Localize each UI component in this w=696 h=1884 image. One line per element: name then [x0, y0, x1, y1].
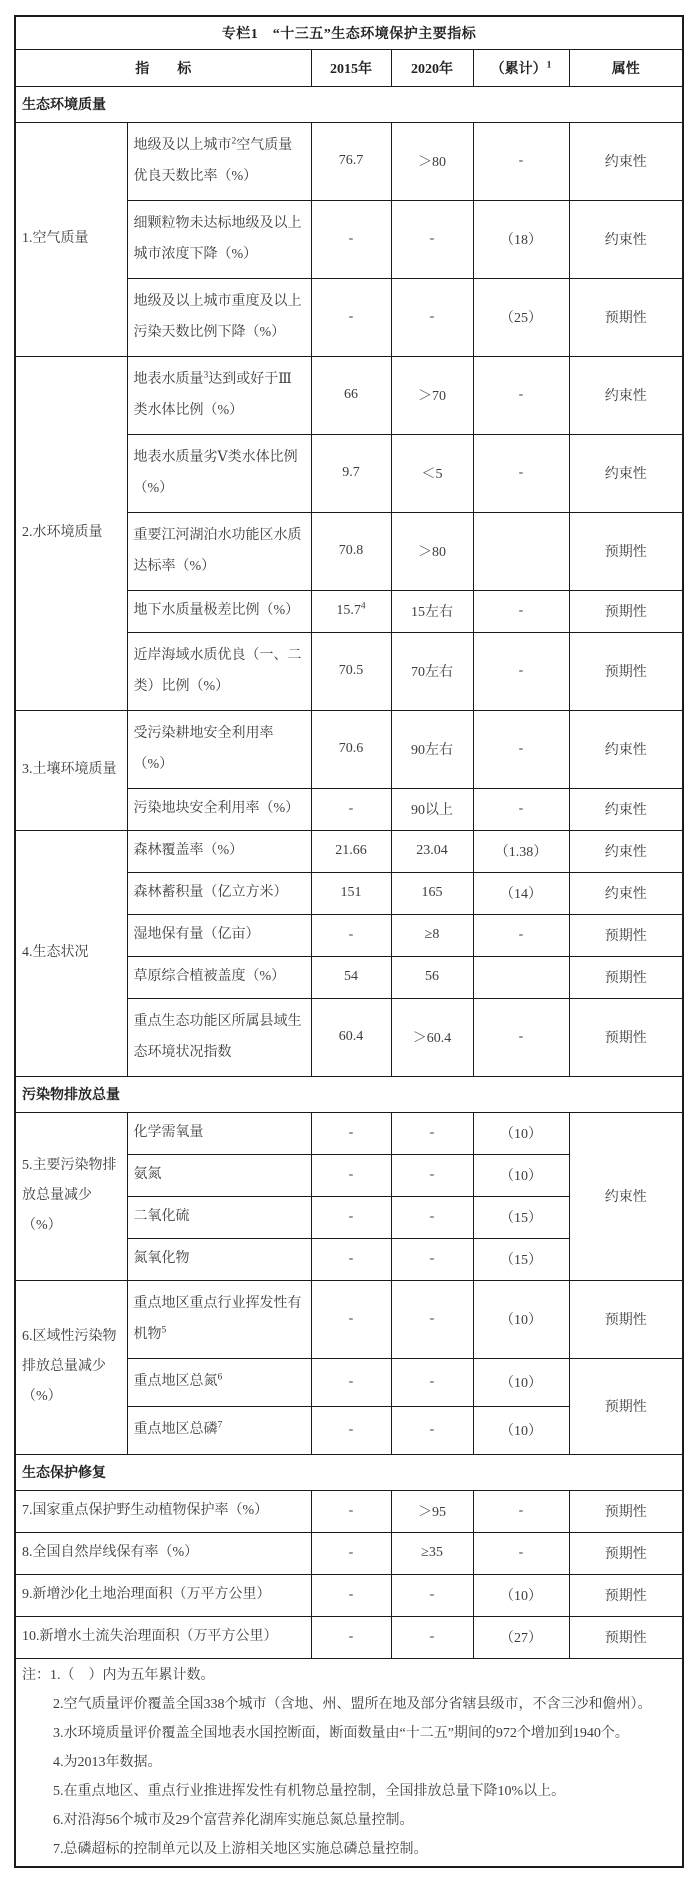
- group-water-quality: 2.水环境质量: [15, 356, 127, 710]
- eco1-2020: 23.04: [391, 830, 473, 872]
- water1-2020: ＞70: [391, 356, 473, 434]
- water4-2020: 15左右: [391, 590, 473, 632]
- r8-2020: ≥35: [391, 1532, 473, 1574]
- eco3-cumulative: -: [473, 914, 569, 956]
- pol1-2015: -: [311, 1112, 391, 1154]
- eco2-2015: 151: [311, 872, 391, 914]
- soil2-2020: 90以上: [391, 788, 473, 830]
- reg1-sup: 5: [161, 1325, 167, 1336]
- reg1-2020: -: [391, 1280, 473, 1358]
- air1-2015: 76.7: [311, 122, 391, 200]
- water5-2020: 70左右: [391, 632, 473, 710]
- air2-2020: -: [391, 200, 473, 278]
- header-cumulative-sup: 1: [546, 59, 552, 70]
- section-eco-protection-restoration: 生态保护修复: [15, 1454, 683, 1490]
- eco2-cumulative: （14）: [473, 872, 569, 914]
- r9-attribute: 预期性: [569, 1574, 683, 1616]
- pol1-indicator: 化学需氧量: [127, 1112, 311, 1154]
- soil2-indicator: 污染地块安全利用率（%）: [127, 788, 311, 830]
- water5-cumulative: -: [473, 632, 569, 710]
- eco3-2015: -: [311, 914, 391, 956]
- reg3-2015: -: [311, 1406, 391, 1454]
- water1-sup: 3: [203, 369, 209, 380]
- r9-2020: -: [391, 1574, 473, 1616]
- r8-indicator: 8.全国自然岸线保有率（%）: [15, 1532, 311, 1574]
- eco2-2020: 165: [391, 872, 473, 914]
- water2-2015: 9.7: [311, 434, 391, 512]
- soil1-cumulative: -: [473, 710, 569, 788]
- water3-cumulative: [473, 512, 569, 590]
- eco3-attribute: 预期性: [569, 914, 683, 956]
- group-major-pollutants: 5.主要污染物排放总量减少（%）: [15, 1112, 127, 1280]
- reg3-indicator: [127, 1406, 311, 1454]
- note-4: 4.为2013年数据。: [53, 1754, 162, 1770]
- eco5-indicator: 重点生态功能区所属县域生态环境状况指数: [127, 998, 311, 1076]
- group-regional-pollutants: 6.区域性污染物排放总量减少（%）: [15, 1280, 127, 1454]
- eco1-cumulative: （1.38）: [473, 830, 569, 872]
- water4-2015: [311, 590, 391, 632]
- eco4-indicator: 草原综合植被盖度（%）: [127, 956, 311, 998]
- eco4-2020: 56: [391, 956, 473, 998]
- eco4-attribute: 预期性: [569, 956, 683, 998]
- r9-cumulative: （10）: [473, 1574, 569, 1616]
- reg3-2020: -: [391, 1406, 473, 1454]
- air1-attribute: 约束性: [569, 122, 683, 200]
- soil1-2020: 90左右: [391, 710, 473, 788]
- header-indicator: 指 标: [15, 49, 311, 86]
- soil1-indicator: 受污染耕地安全利用率（%）: [127, 710, 311, 788]
- water1-2015: 66: [311, 356, 391, 434]
- group-soil-quality: 3.土壤环境质量: [15, 710, 127, 830]
- r8-2015: -: [311, 1532, 391, 1574]
- water2-attribute: 约束性: [569, 434, 683, 512]
- eco5-attribute: 预期性: [569, 998, 683, 1076]
- water1-attribute: 约束性: [569, 356, 683, 434]
- group-eco-status: 4.生态状况: [15, 830, 127, 1076]
- pol4-indicator: 氮氧化物: [127, 1238, 311, 1280]
- indicators-table: [14, 15, 684, 1868]
- reg1-attribute: 预期性: [569, 1280, 683, 1358]
- eco5-2020: ＞60.4: [391, 998, 473, 1076]
- header-2015: 2015年: [311, 49, 391, 86]
- section-pollutant-emissions: 污染物排放总量: [15, 1076, 683, 1112]
- reg1-cumulative: （10）: [473, 1280, 569, 1358]
- r7-2020: ＞95: [391, 1490, 473, 1532]
- air3-2015: -: [311, 278, 391, 356]
- eco5-2015: 60.4: [311, 998, 391, 1076]
- note-5: 5.在重点地区、重点行业推进挥发性有机物总量控制，全国排放总量下降10%以上。: [53, 1783, 566, 1799]
- air1-cumulative: -: [473, 122, 569, 200]
- reg2-2015: -: [311, 1358, 391, 1406]
- water2-2020: ＜5: [391, 434, 473, 512]
- reg1-indicator: [127, 1280, 311, 1358]
- r10-indicator: 10.新增水土流失治理面积（万平方公里）: [15, 1616, 311, 1658]
- air2-attribute: 约束性: [569, 200, 683, 278]
- pol2-cumulative: （10）: [473, 1154, 569, 1196]
- header-2020: 2020年: [391, 49, 473, 86]
- eco4-2015: 54: [311, 956, 391, 998]
- pol3-cumulative: （15）: [473, 1196, 569, 1238]
- air1-label: 地级及以上城市: [133, 137, 232, 153]
- pollutants-attribute: 约束性: [569, 1112, 683, 1280]
- group-air-quality: 1.空气质量: [15, 122, 127, 356]
- water4-2015-value: 15.7: [336, 603, 361, 618]
- r10-2015: -: [311, 1616, 391, 1658]
- eco1-attribute: 约束性: [569, 830, 683, 872]
- air1-label2: 空气质量优良天数比率（%）: [133, 137, 293, 184]
- pol2-indicator: 氨氮: [127, 1154, 311, 1196]
- water2-indicator: 地表水质量劣Ⅴ类水体比例（%）: [127, 434, 311, 512]
- pol3-2015: -: [311, 1196, 391, 1238]
- r9-indicator: 9.新增沙化土地治理面积（万平方公里）: [15, 1574, 311, 1616]
- pol3-indicator: 二氧化硫: [127, 1196, 311, 1238]
- water1-label2: 达到或好于Ⅲ类水体比例（%）: [133, 371, 292, 418]
- air3-attribute: 预期性: [569, 278, 683, 356]
- reg3-sup: 7: [217, 1420, 223, 1431]
- air2-cumulative: （18）: [473, 200, 569, 278]
- r8-cumulative: -: [473, 1532, 569, 1574]
- pol3-2020: -: [391, 1196, 473, 1238]
- reg2-sup: 6: [217, 1372, 223, 1383]
- eco1-indicator: 森林覆盖率（%）: [127, 830, 311, 872]
- water3-2015: 70.8: [311, 512, 391, 590]
- air2-indicator: 细颗粒物未达标地级及以上城市浓度下降（%）: [127, 200, 311, 278]
- r7-cumulative: -: [473, 1490, 569, 1532]
- water4-2015-sup: 4: [360, 601, 366, 612]
- eco2-indicator: 森林蓄积量（亿立方米）: [127, 872, 311, 914]
- water3-indicator: 重要江河湖泊水功能区水质达标率（%）: [127, 512, 311, 590]
- eco5-cumulative: -: [473, 998, 569, 1076]
- water4-indicator: 地下水质量极差比例（%）: [127, 590, 311, 632]
- water4-cumulative: -: [473, 590, 569, 632]
- soil2-attribute: 约束性: [569, 788, 683, 830]
- eco3-2020: ≥8: [391, 914, 473, 956]
- water4-attribute: 预期性: [569, 590, 683, 632]
- soil1-2015: 70.6: [311, 710, 391, 788]
- r10-attribute: 预期性: [569, 1616, 683, 1658]
- soil2-2015: -: [311, 788, 391, 830]
- pol1-cumulative: （10）: [473, 1112, 569, 1154]
- air1-sup: 2: [231, 135, 237, 146]
- note-6: 6.对沿海56个城市及29个富营养化湖库实施总氮总量控制。: [53, 1813, 414, 1829]
- note-7: 7.总磷超标的控制单元以及上游相关地区实施总磷总量控制。: [53, 1842, 428, 1858]
- pol2-2015: -: [311, 1154, 391, 1196]
- water5-indicator: 近岸海域水质优良（一、二类）比例（%）: [127, 632, 311, 710]
- water1-indicator: [127, 356, 311, 434]
- reg2-2020: -: [391, 1358, 473, 1406]
- eco2-attribute: 约束性: [569, 872, 683, 914]
- pol4-cumulative: （15）: [473, 1238, 569, 1280]
- eco1-2015: 21.66: [311, 830, 391, 872]
- water3-2020: ＞80: [391, 512, 473, 590]
- water2-cumulative: -: [473, 434, 569, 512]
- reg2-indicator: [127, 1358, 311, 1406]
- soil1-attribute: 约束性: [569, 710, 683, 788]
- air1-indicator: [127, 122, 311, 200]
- air3-cumulative: （25）: [473, 278, 569, 356]
- reg2-cumulative: （10）: [473, 1358, 569, 1406]
- r9-2015: -: [311, 1574, 391, 1616]
- air2-2015: -: [311, 200, 391, 278]
- note-1: 注：1.（ ）内为五年累计数。: [22, 1667, 215, 1683]
- water1-label: 地表水质量: [133, 371, 204, 387]
- notes-cell: [15, 1658, 683, 1867]
- r7-2015: -: [311, 1490, 391, 1532]
- reg2-label: 重点地区总氮: [133, 1374, 218, 1390]
- reg3-cumulative: （10）: [473, 1406, 569, 1454]
- regional-attribute: 预期性: [569, 1358, 683, 1454]
- header-cumulative: [473, 49, 569, 86]
- water1-cumulative: -: [473, 356, 569, 434]
- table-title: 专栏1 “十三五”生态环境保护主要指标: [15, 16, 683, 49]
- pol1-2020: -: [391, 1112, 473, 1154]
- eco3-indicator: 湿地保有量（亿亩）: [127, 914, 311, 956]
- soil2-cumulative: -: [473, 788, 569, 830]
- note-3: 3.水环境质量评价覆盖全国地表水国控断面，断面数量由“十二五”期间的972个增加到1940个。: [53, 1725, 629, 1741]
- r7-attribute: 预期性: [569, 1490, 683, 1532]
- pol4-2015: -: [311, 1238, 391, 1280]
- header-attribute: 属性: [569, 49, 683, 86]
- reg1-label: 重点地区重点行业挥发性有机物: [133, 1295, 302, 1342]
- reg1-2015: -: [311, 1280, 391, 1358]
- water3-attribute: 预期性: [569, 512, 683, 590]
- r8-attribute: 预期性: [569, 1532, 683, 1574]
- r7-indicator: 7.国家重点保护野生动植物保护率（%）: [15, 1490, 311, 1532]
- air3-2020: -: [391, 278, 473, 356]
- section-eco-env-quality: 生态环境质量: [15, 86, 683, 122]
- pol2-2020: -: [391, 1154, 473, 1196]
- pol4-2020: -: [391, 1238, 473, 1280]
- water5-2015: 70.5: [311, 632, 391, 710]
- r10-cumulative: （27）: [473, 1616, 569, 1658]
- air3-indicator: 地级及以上城市重度及以上污染天数比例下降（%）: [127, 278, 311, 356]
- header-cumulative-text: （累计）: [490, 61, 547, 77]
- r10-2020: -: [391, 1616, 473, 1658]
- water5-attribute: 预期性: [569, 632, 683, 710]
- eco4-cumulative: [473, 956, 569, 998]
- air1-2020: ＞80: [391, 122, 473, 200]
- reg3-label: 重点地区总磷: [133, 1422, 218, 1438]
- note-2: 2.空气质量评价覆盖全国338个城市（含地、州、盟所在地及部分省辖县级市，不含三沙和儋州）。: [53, 1696, 652, 1712]
